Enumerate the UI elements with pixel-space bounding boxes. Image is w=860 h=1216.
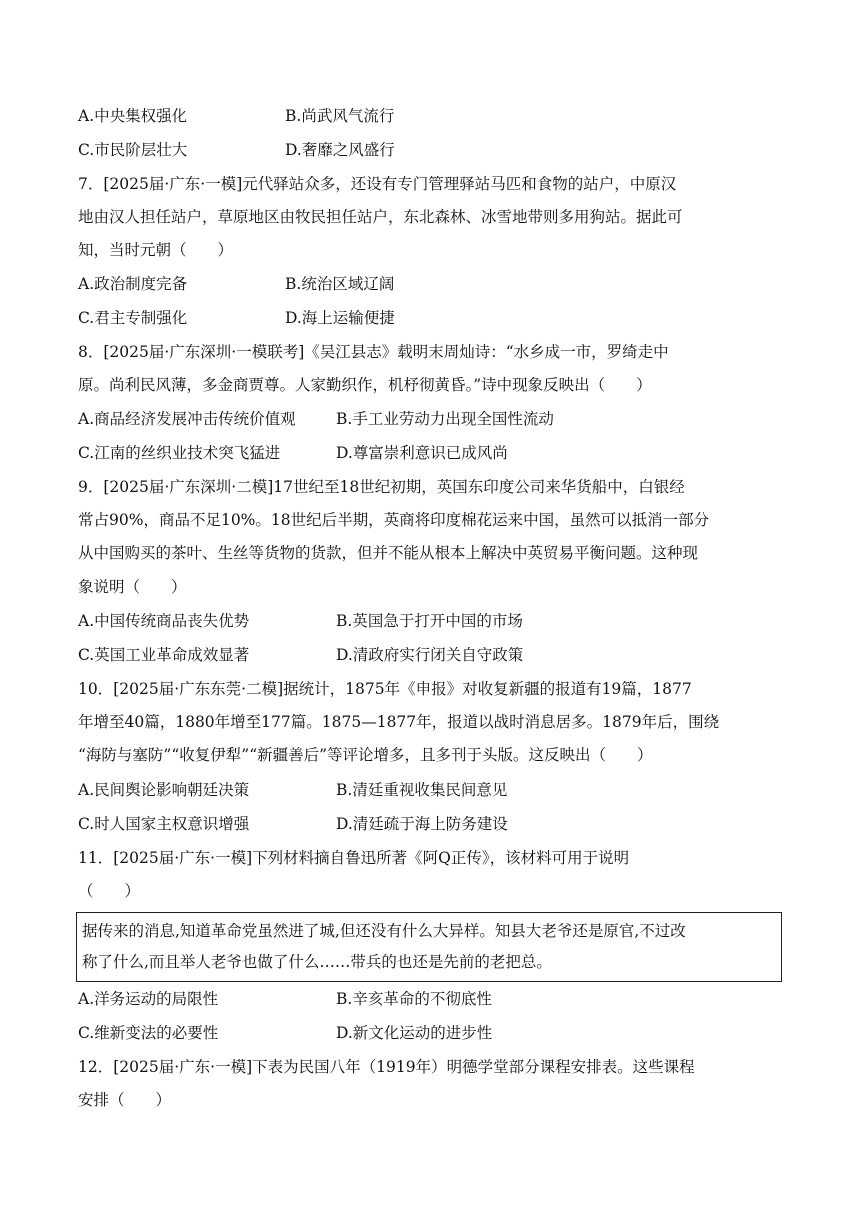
q11-option-c: C.维新变法的必要性 [78,1024,219,1042]
q8-option-b: B.手工业劳动力出现全国性流动 [336,410,554,428]
q7-stem-line-2: 地由汉人担任站户，草原地区由牧民担任站户，东北森林、冰雪地带则多用狗站。据此可 [78,208,683,226]
q6-option-d: D.奢靡之风盛行 [285,141,395,159]
q10-option-a: A.民间舆论影响朝廷决策 [78,781,250,799]
q10-stem-line-1: 10．[2025届·广东东莞·二模]据统计，1875年《申报》对收复新疆的报道有19篇，1877 [78,680,692,698]
q11-material-line-1: 据传来的消息,知道革命党虽然进了城,但还没有什么大异样。知县大老爷还是原官,不过改 [82,922,686,940]
q9-option-c: C.英国工业革命成效显著 [78,646,250,664]
q7-option-c: C.君主专制强化 [78,309,188,327]
q12-stem-line-2: 安排（ ） [78,1091,172,1109]
q11-option-b: B.辛亥革命的不彻底性 [336,990,492,1008]
q6-option-a: A.中央集权强化 [78,107,188,125]
q12-stem-line-1: 12．[2025届·广东·一模]下表为民国八年（1919年）明德学堂部分课程安排表。这些课程 [78,1058,695,1076]
q9-option-b: B.英国急于打开中国的市场 [336,612,523,630]
q8-option-c: C.江南的丝织业技术突飞猛进 [78,444,281,462]
q11-option-d: D.新文化运动的进步性 [336,1024,493,1042]
q9-stem-line-1: 9．[2025届·广东深圳·二模]17世纪至18世纪初期，英国东印度公司来华货船中，白银经 [78,478,685,496]
q10-stem-line-2: 年增至40篇，1880年增至177篇。1875—1877年，报道以战时消息居多。1879年后，围绕 [78,713,720,731]
q7-option-a: A.政治制度完备 [78,275,188,293]
q11-material-box [76,912,782,982]
q11-stem-line-2: （ ） [78,882,141,900]
q11-stem-line-1: 11．[2025届·广东·一模]下列材料摘自鲁迅所著《阿Q正传》，该材料可用于说明 [78,849,630,867]
q10-stem-line-3: “海防与塞防”“收复伊犁”“新疆善后”等评论增多，且多刊于头版。这反映出（ ） [78,746,653,764]
q11-material-line-2: 称了什么,而且举人老爷也做了什么……带兵的也还是先前的老把总。 [82,953,552,971]
q10-option-c: C.时人国家主权意识增强 [78,815,250,833]
q8-option-a: A.商品经济发展冲击传统价值观 [78,410,296,428]
q9-stem-line-2: 常占90%，商品不足10%。18世纪后半期，英商将印度棉花运来中国，虽然可以抵消一部分 [78,511,710,529]
q9-option-d: D.清政府实行闭关自守政策 [336,646,524,664]
q9-stem-line-3: 从中国购买的茶叶、生丝等货物的货款，但并不能从根本上解决中英贸易平衡问题。这种现 [78,544,699,562]
q6-option-b: B.尚武风气流行 [285,107,395,125]
q10-option-b: B.清廷重视收集民间意见 [336,781,508,799]
q10-option-d: D.清廷疏于海上防务建设 [336,815,508,833]
q7-stem-line-3: 知，当时元朝（ ） [78,241,234,259]
q7-option-b: B.统治区域辽阔 [285,275,395,293]
q6-option-c: C.市民阶层壮大 [78,141,188,159]
q9-option-a: A.中国传统商品丧失优势 [78,612,250,630]
q7-stem-line-1: 7．[2025届·广东·一模]元代驿站众多，还设有专门管理驿站马匹和食物的站户，中原汉 [78,175,677,193]
q8-stem-line-2: 原。尚利民风薄，多金商贾尊。人家勤织作，机杼彻黄昏。”诗中现象反映出（ ） [78,376,652,394]
q9-stem-line-4: 象说明（ ） [78,578,187,596]
q11-option-a: A.洋务运动的局限性 [78,990,219,1008]
q8-option-d: D.尊富崇利意识已成风尚 [336,444,508,462]
q7-option-d: D.海上运输便捷 [285,309,395,327]
q8-stem-line-1: 8．[2025届·广东深圳·一模联考]《吴江县志》载明末周灿诗：“水乡成一市，罗绮走中 [78,343,669,361]
